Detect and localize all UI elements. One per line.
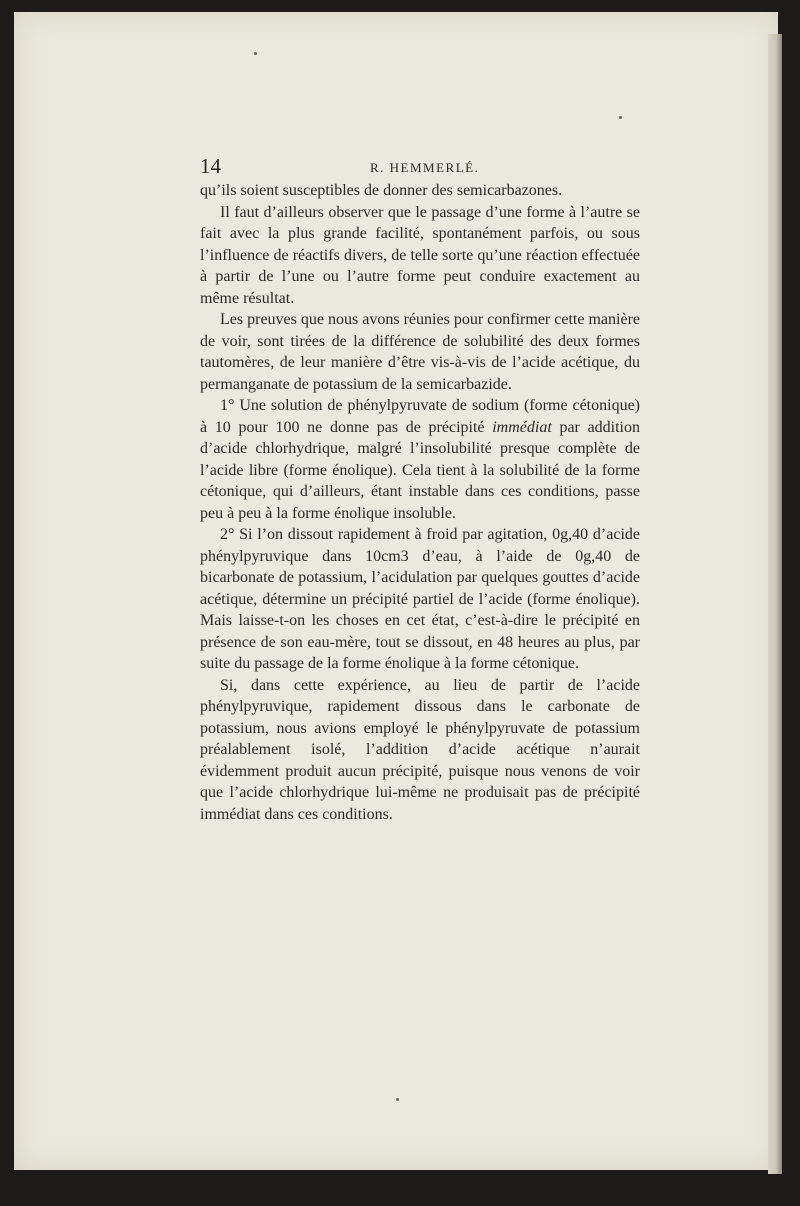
paragraph: Les preuves que nous avons réunies pour confirmer cette manière de voir, sont tirées de la différence de solubilité des deux formes tautomères, de leur manière d’être vis-à-vis de l’acide acétique, du permanganate de potassium de la semicarbazide. (200, 311, 640, 393)
speck (619, 116, 622, 119)
page-number: 14 (200, 154, 221, 178)
paragraph: 2° Si l’on dissout rapidement à froid par agitation, 0g,40 d’acide phénylpyruvique dans 10cm3 d’eau, à l’aide de 0g,40 de bicarbonate de potassium, l’acidulation par quelques gouttes d’acide acétique, détermine un précipité partiel de l’acide (forme énolique). Mais laisse-t-on les choses en cet état, c’est-à-dire le précipité en présence de son eau-mère, tout se dissout, en 48 heures au plus, par suite du passage de la forme énolique à la forme cétonique. (200, 526, 640, 672)
italic-word: immédiat (492, 418, 552, 436)
page-edge (768, 34, 782, 1174)
page-header (200, 154, 640, 182)
paragraph: qu’ils soient susceptibles de donner des semicarbazones. (200, 182, 563, 199)
running-head: R. HEMMERLÉ. (370, 160, 480, 175)
paragraph (200, 395, 640, 524)
paragraph-continuation: par addition d’acide chlorhydrique, malgré l’insolubilité presque complète de l’acide libre (forme énolique). Cela tient à la solubilité de la forme cétonique, qui d’ailleurs, étant instable dans ces conditions, passe peu à peu à la forme énolique insoluble. (200, 418, 641, 522)
paragraph: Si, dans cette expérience, au lieu de partir de l’acide phénylpyruvique, rapidement dissous dans le carbonate de potassium, nous avions employé le phénylpyruvate de potassium préalablement isolé, l’addition d’acide acétique n’aurait évidemment produit aucun précipité, puisque nous venons de voir que l’acide chlorhydrique lui-même ne produisait pas de précipité immédiat dans ces conditions. (200, 676, 640, 823)
body-text (200, 180, 640, 825)
speck (254, 52, 257, 55)
paragraph: Il faut d’ailleurs observer que le passage d’une forme à l’autre se fait avec la plus grande facilité, spontanément parfois, ou sous l’influence de réactifs divers, de telle sorte qu’une réaction effectuée à partir de l’une ou l’autre forme peut conduire exactement au même résultat. (200, 203, 640, 307)
speck (396, 1098, 399, 1101)
paragraph-lead: 1° Une solution de phénylpyruvate de sodium (forme cétonique) à 10 pour 100 ne donne pas de précipité (200, 397, 640, 436)
